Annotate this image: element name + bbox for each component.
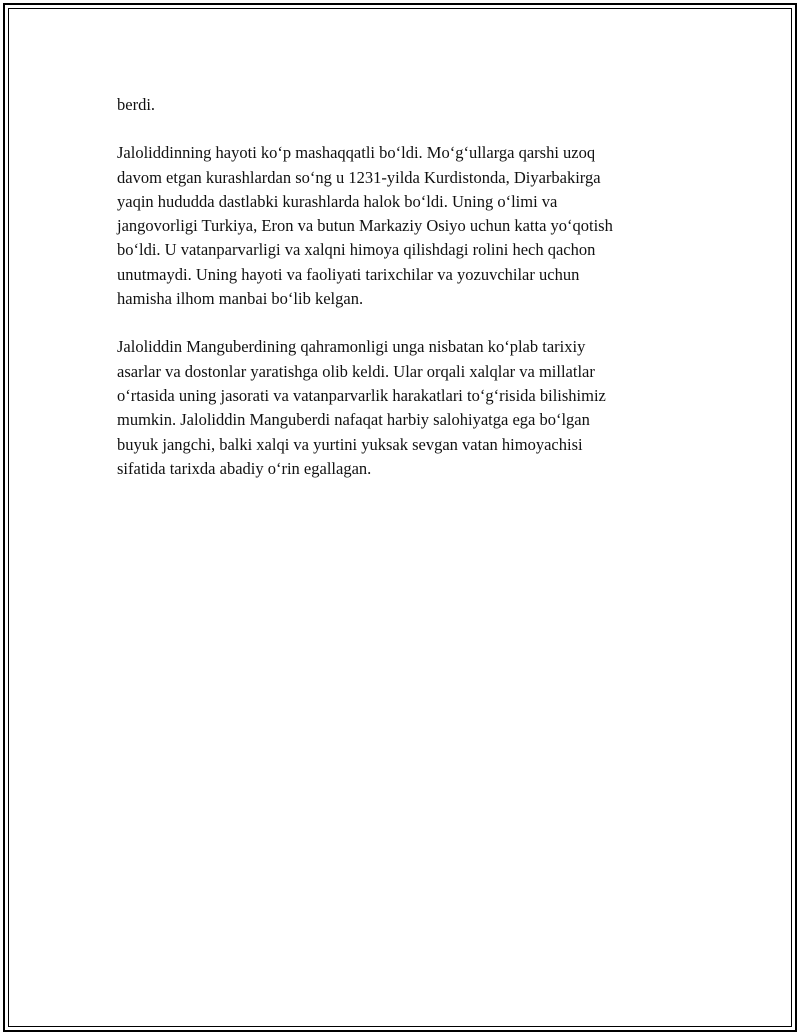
paragraph-hayoti: Jaloliddinning hayoti ko‘p mashaqqatli bo‘ldi. Mo‘g‘ullarga qarshi uzoq davom etgan kurashlardan so‘ng u 1231-yilda Kurdistonda, Diyarbakirga yaqin hududda dastlabki kurashlarda halok bo‘ldi. Uning o‘limi va jangovorligi Turkiya, Eron va butun Markaziy Osiyo uchun katta yo‘qotish bo‘ldi. U vatanparvarligi va xalqni himoya qilishdagi rolini hech qachon unutmaydi. Uning hayoti va faoliyati tarixchilar va yozuvchilar uchun hamisha ilhom manbai bo‘lib kelgan. [117, 143, 613, 309]
document-body [117, 93, 677, 505]
paragraph-continuation: berdi. [117, 95, 156, 114]
paragraph-qahramonligi: Jaloliddin Manguberdining qahramonligi unga nisbatan ko‘plab tarixiy asarlar va dostonlar yaratishga olib keldi. Ular orqali xalqlar va millatlar o‘rtasida uning jasorati va vatanparvarlik harakatlari to‘g‘risida bilishimiz mumkin. Jaloliddin Manguberdi nafaqat harbiy salohiyatga ega bo‘lgan buyuk jangchi, balki xalqi va yurtini yuksak sevgan vatan himoyachisi sifatida tarixda abadiy o‘rin egallagan. [117, 337, 606, 478]
